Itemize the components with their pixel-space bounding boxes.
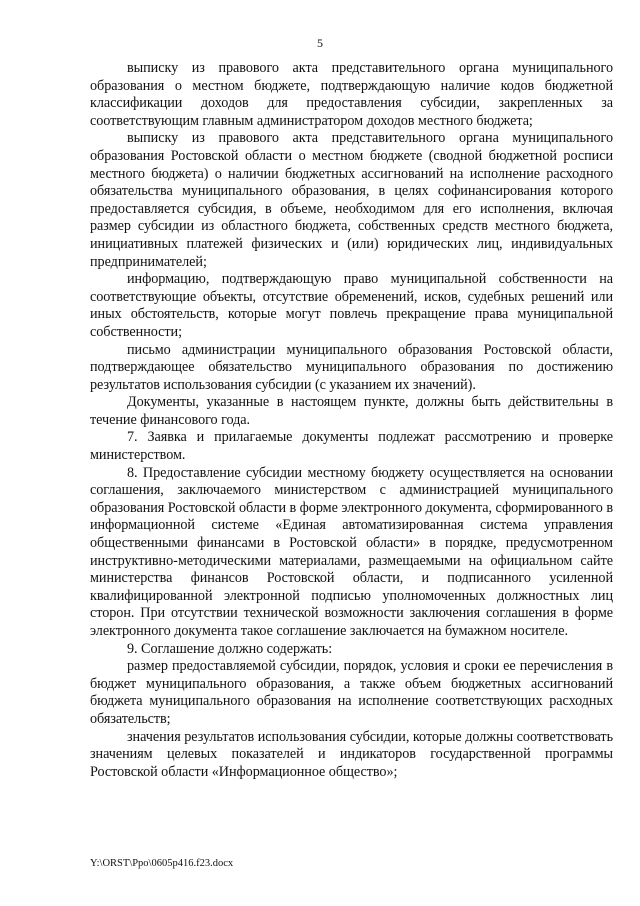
paragraph-documents-validity: Документы, указанные в настоящем пункте, должны быть действительны в течение финансового года. [90, 394, 613, 428]
paragraph-subsidy-amount: размер предоставляемой субсидии, порядок, условия и сроки ее перечисления в бюджет муниципального образования, а также объем бюджетных ассигнований бюджета муниципального образования на исполнение соответствующих расходных обязательств; [90, 658, 613, 727]
paragraph-item-7: 7. Заявка и прилагаемые документы подлежат рассмотрению и проверке министерством. [90, 429, 613, 464]
paragraph-result-values: значения результатов использования субсидии, которые должны соответствовать значениям целевых показателей и индикаторов государственной программы Ростовской области «Информационное общество»; [90, 728, 613, 780]
paragraph-budget-allocations: выписку из правового акта представительного органа муниципального образования Ростовской области о местном бюджете (сводной бюджетной росписи местного бюджета) о наличии бюджетных ассигнований на исполнение расходного обязательства муниципального образования, в целях софинансирования которого предоставляется субсидия, в объеме, необходимом для его исполнения, включая размер субсидии из областного бюджета, собственных средств местного бюджета, инициативных платежей физических и (или) юридических лиц, индивидуальных предпринимателей; [90, 130, 613, 270]
paragraph-item-9: 9. Соглашение должно содержать: [127, 640, 333, 657]
paragraph-ownership-info: информацию, подтверждающую право муниципальной собственности на соответствующие объекты, отсутствие обременений, исков, судебных решений или иных обстоятельств, которые могут повлечь прекращение права муниципальной собственности; [90, 271, 613, 340]
document-body [90, 60, 613, 781]
paragraph-budget-extract: выписку из правового акта представительного органа муниципального образования о местном бюджете, подтверждающую наличие кодов бюджетной классификации доходов для предоставления субсидии, закрепленных за соответствующим главным администратором доходов местного бюджета; [90, 60, 613, 129]
page-number: 5 [317, 36, 323, 50]
paragraph-item-8: 8. Предоставление субсидии местному бюджету осуществляется на основании соглашения, заключаемого министерством с администрацией муниципального образования Ростовской области в форме электронного документа, сформированного в информационной системе «Единая автоматизированная система управления общественными финансами в Ростовской области» в порядке, предусмотренном инструктивно-методическими материалами, размещаемыми на официальном сайте министерства финансов Ростовской области, и подписанного усиленной квалифицированной электронной подписью уполномоченных должностных лиц сторон. При отсутствии технической возможности заключения соглашения в форме электронного документа такое соглашение заключается на бумажном носителе. [90, 464, 613, 639]
paragraph-administration-letter: письмо администрации муниципального образования Ростовской области, подтверждающее обязательство муниципального образования по достижению результатов использования субсидии (с указанием их значений). [90, 341, 613, 393]
file-path-footer: Y:\ORST\Ppo\0605p416.f23.docx [90, 858, 234, 869]
